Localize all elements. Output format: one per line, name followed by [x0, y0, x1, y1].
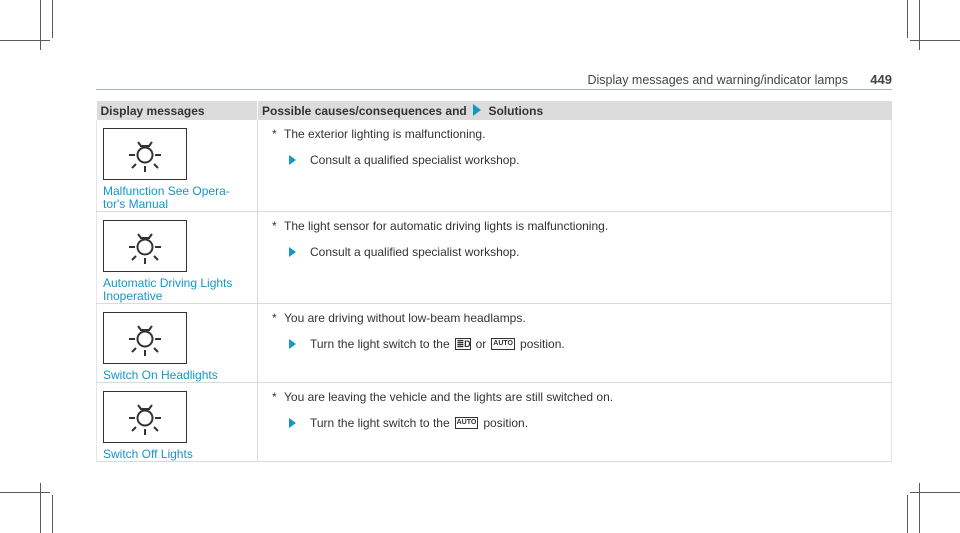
message-label-line: Malfunction See Opera-	[103, 184, 230, 198]
cause-text	[272, 219, 891, 233]
cause-description: The exterior lighting is malfunctioning.	[284, 127, 486, 141]
exterior-light-icon	[103, 312, 187, 364]
crop-mark	[0, 40, 50, 41]
crop-mark	[52, 0, 53, 38]
causes-solutions-cell	[258, 120, 892, 212]
table-row	[97, 120, 892, 212]
solution-text: position.	[520, 337, 565, 351]
message-label-line: Automatic Driving Lights	[103, 276, 233, 290]
causes-solutions-cell	[258, 304, 892, 383]
causes-solutions-cell	[258, 383, 892, 462]
auto-symbol: AUTO	[491, 338, 515, 350]
crop-mark	[910, 492, 960, 493]
solution-step	[289, 416, 891, 430]
solution-arrow-icon	[289, 418, 296, 428]
solution-arrow-icon	[473, 104, 481, 116]
solution-text: Turn the light switch to the	[310, 416, 450, 430]
cause-marker: *	[272, 127, 277, 141]
message-label	[103, 369, 253, 382]
column-header-causes-solutions	[258, 101, 892, 120]
solution-arrow-icon	[289, 155, 296, 165]
crop-mark	[52, 495, 53, 533]
causes-solutions-cell	[258, 212, 892, 304]
solution-text: or	[475, 337, 487, 351]
table-row	[97, 383, 892, 462]
exterior-light-icon	[103, 220, 187, 272]
exterior-light-icon	[103, 391, 187, 443]
message-label-line: Switch Off Lights	[103, 447, 193, 461]
solution-arrow-icon	[289, 247, 296, 257]
solution-step	[289, 153, 891, 167]
solution-text: Consult a qualified specialist workshop.	[310, 153, 520, 167]
table-header-row	[97, 101, 892, 120]
table-row	[97, 304, 892, 383]
cause-marker: *	[272, 311, 277, 325]
cause-marker: *	[272, 219, 277, 233]
crop-mark	[919, 0, 920, 50]
column-header-display-messages: Display messages	[97, 101, 258, 120]
solution-step	[289, 245, 891, 259]
low-beam-icon: ≣D	[456, 339, 471, 349]
column-header-causes: Possible causes/consequences and	[262, 103, 467, 118]
crop-mark	[40, 483, 41, 533]
crop-mark	[40, 0, 41, 50]
cause-description: The light sensor for automatic driving lights is malfunctioning.	[284, 219, 609, 233]
message-cell	[97, 304, 258, 383]
solution-text: position.	[483, 416, 529, 430]
crop-mark	[907, 0, 908, 38]
cause-text	[272, 311, 891, 325]
cause-description: You are leaving the vehicle and the lights are still switched on.	[284, 390, 614, 404]
message-label	[103, 277, 253, 303]
solution-arrow-icon	[289, 339, 296, 349]
display-messages-table	[96, 101, 892, 462]
message-label-line: Inoperative	[103, 289, 163, 303]
column-header-solutions: Solutions	[488, 103, 544, 118]
message-cell	[97, 383, 258, 462]
message-label	[103, 448, 253, 461]
page-number: 449	[870, 72, 892, 87]
cause-text	[272, 390, 891, 404]
auto-symbol: AUTO	[455, 417, 479, 429]
crop-mark	[919, 483, 920, 533]
message-cell	[97, 120, 258, 212]
cause-marker: *	[272, 390, 277, 404]
cause-description: You are driving without low-beam headlamps.	[284, 311, 526, 325]
cause-text	[272, 127, 891, 141]
table-row	[97, 212, 892, 304]
header-rule	[96, 89, 892, 90]
running-title: Display messages and warning/indicator lamps	[587, 73, 848, 87]
message-cell	[97, 212, 258, 304]
crop-mark	[0, 492, 50, 493]
message-label-line: Switch On Headlights	[103, 368, 218, 382]
message-label	[103, 185, 253, 211]
message-label-line: tor's Manual	[103, 197, 168, 211]
solution-text: Consult a qualified specialist workshop.	[310, 245, 520, 259]
exterior-light-icon	[103, 128, 187, 180]
crop-mark	[907, 495, 908, 533]
crop-mark	[910, 40, 960, 41]
solution-text: Turn the light switch to the	[310, 337, 450, 351]
solution-step	[289, 337, 891, 351]
